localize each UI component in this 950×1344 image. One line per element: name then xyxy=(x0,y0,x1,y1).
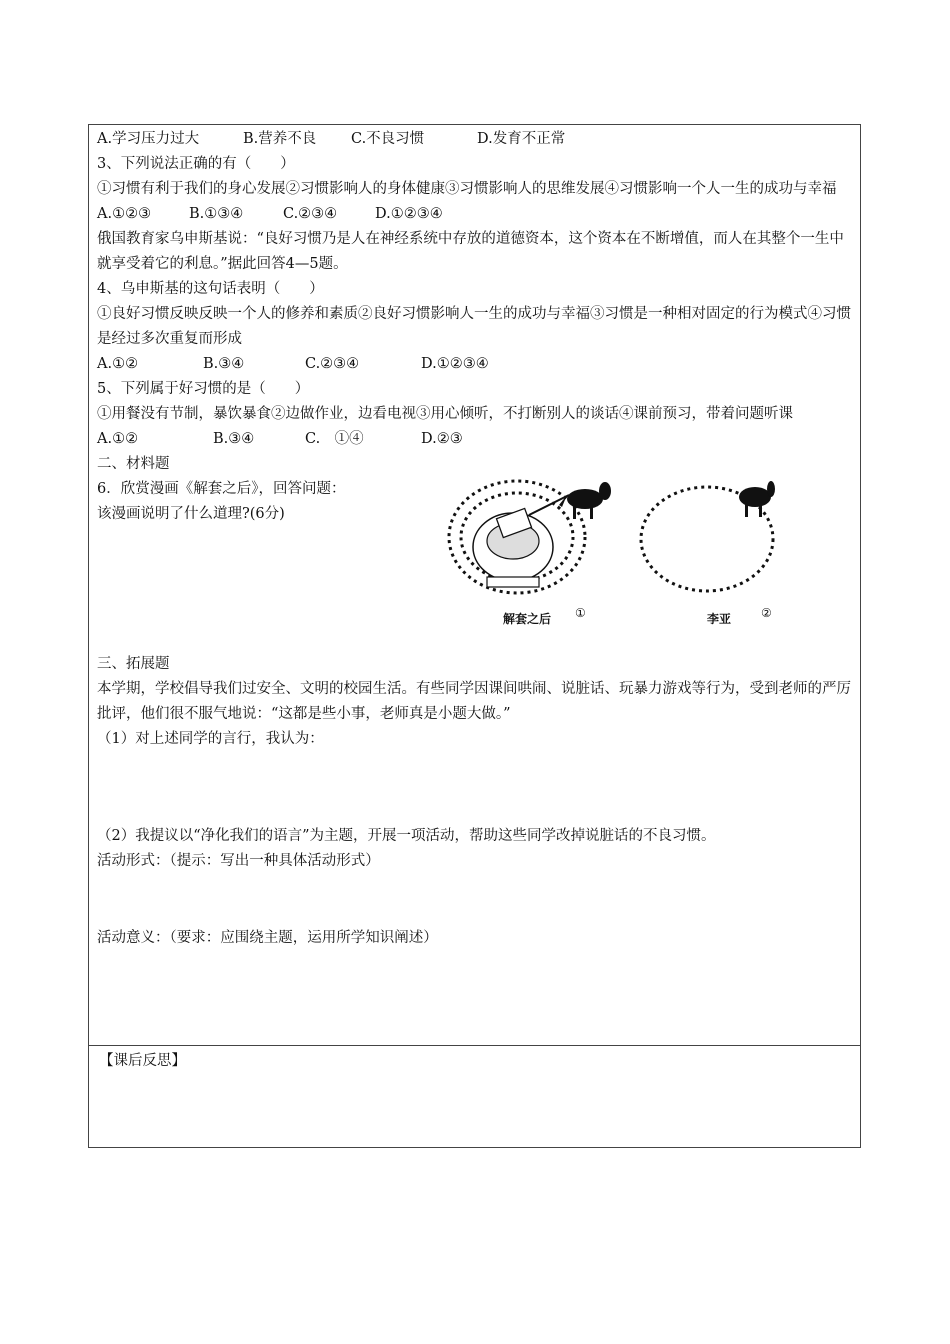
q2-option-b: B.营养不良 xyxy=(243,131,317,147)
section-3-part-1: （1）对上述同学的言行，我认为： xyxy=(97,731,324,747)
q3-options xyxy=(97,202,854,227)
q2-option-d: D.发育不正常 xyxy=(477,131,566,147)
q5-option-d: D.②③ xyxy=(421,431,463,447)
section-divider xyxy=(89,1045,860,1046)
section-2-title: 二、材料题 xyxy=(97,456,170,472)
reflection-heading: 【课后反思】 xyxy=(99,1053,186,1069)
q5-option-c: C. ①④ xyxy=(305,431,364,447)
activity-form-prompt: 活动形式：（提示：写出一种具体活动形式） xyxy=(97,853,380,869)
section-3-intro: 本学期，学校倡导我们过安全、文明的校园生活。有些同学因课间哄闹、说脏话、玩暴力游戏等行为，受到老师的严厉批评，他们很不服气地说：“这都是些小事，老师真是小题大做。” xyxy=(97,681,851,722)
comic-1-millstone xyxy=(473,495,569,587)
q2-option-c: C.不良习惯 xyxy=(351,131,425,147)
q3-option-d: D.①②③④ xyxy=(375,206,443,222)
quote-paragraph: 俄国教育家乌申斯基说：“良好习惯乃是人在神经系统中存放的道德资本，这个资本在不断增值，而人在其整个一生中就享受着它的利息。”据此回答4—5题。 xyxy=(97,231,844,272)
answer-space-1[interactable] xyxy=(97,752,854,824)
q6-block xyxy=(97,477,854,652)
answer-space-2[interactable] xyxy=(97,874,854,926)
q3-option-c: C.②③④ xyxy=(283,206,338,222)
q5-option-a: A.①② xyxy=(97,431,139,447)
q5-stem: 5、下列属于好习惯的是（ ） xyxy=(97,381,310,397)
q4-option-c: C.②③④ xyxy=(305,356,360,372)
q3-option-b: B.①③④ xyxy=(189,206,244,222)
q5-options xyxy=(97,427,854,452)
q6-stem: 6．欣赏漫画《解套之后》，回答问题： xyxy=(97,481,346,497)
worksheet-frame xyxy=(88,124,861,1148)
comic-1-caption: 解套之后 xyxy=(503,612,552,626)
worksheet-content xyxy=(97,127,854,951)
q5-option-b: B.③④ xyxy=(213,431,255,447)
q4-body: ①良好习惯反映反映一个人的修养和素质②良好习惯影响人一生的成功与幸福③习惯是一种相对固定的行为模式④习惯是经过多次重复而形成 xyxy=(97,306,851,347)
q3-stem: 3、下列说法正确的有（ ） xyxy=(97,156,295,172)
q3-option-a: A.①②③ xyxy=(97,206,152,222)
comic-2-number: ② xyxy=(761,606,772,620)
q4-option-d: D.①②③④ xyxy=(421,356,489,372)
comic-2-donkey xyxy=(739,481,775,517)
section-3-title: 三、拓展题 xyxy=(97,656,170,672)
comic-2-caption: 李亚 xyxy=(707,612,732,626)
q4-options xyxy=(97,352,854,377)
q4-option-a: A.①② xyxy=(97,356,139,372)
q6-question: 该漫画说明了什么道理?(6分) xyxy=(97,506,285,522)
q2-options xyxy=(97,127,854,152)
q3-body: ①习惯有利于我们的身心发展②习惯影响人的身体健康③习惯影响人的思维发展④习惯影响一个人一生的成功与幸福 xyxy=(97,181,837,197)
q2-option-a: A.学习压力过大 xyxy=(97,131,200,147)
q4-option-b: B.③④ xyxy=(203,356,245,372)
comic-1-donkey xyxy=(559,482,611,519)
section-3-part-2: （2）我提议以“净化我们的语言”为主题，开展一项活动，帮助这些同学改掉说脏话的不良习惯。 xyxy=(97,828,716,844)
activity-meaning-prompt: 活动意义：（要求：应围绕主题，运用所学知识阐述） xyxy=(97,930,438,946)
q5-body: ①用餐没有节制，暴饮暴食②边做作业，边看电视③用心倾听，不打断别人的谈话④课前预习，带着问题听课 xyxy=(97,406,793,422)
comic-illustration xyxy=(445,477,775,627)
comic-1-number: ① xyxy=(575,606,586,620)
q4-stem: 4、乌申斯基的这句话表明（ ） xyxy=(97,281,324,297)
